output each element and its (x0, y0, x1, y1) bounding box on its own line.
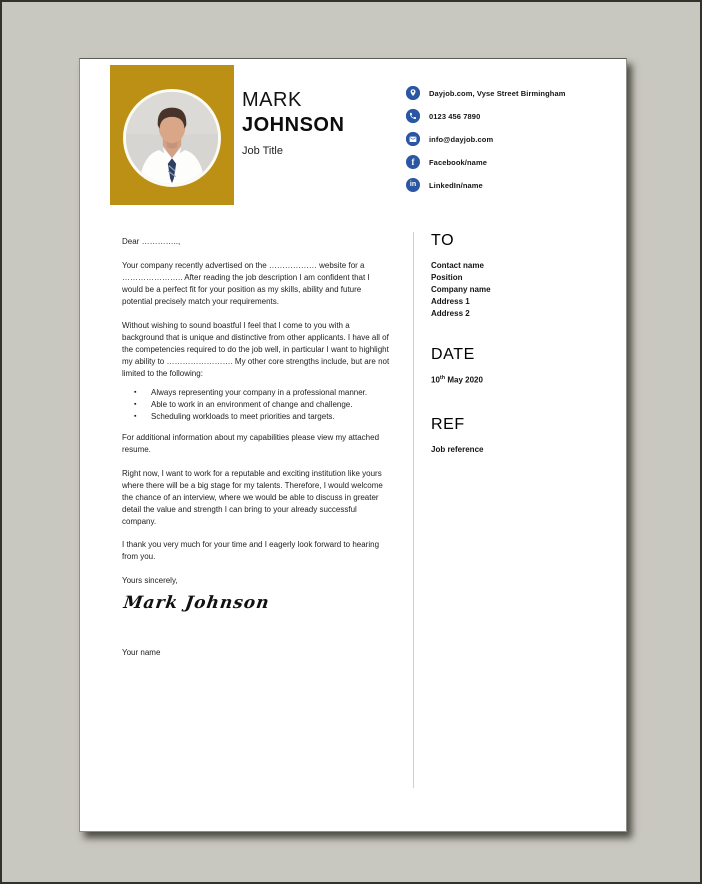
job-title: Job Title (242, 145, 283, 157)
contact-facebook-text: Facebook/name (429, 157, 487, 167)
signoff-name-placeholder: Your name (122, 648, 161, 657)
letter-paragraph: Without wishing to sound boastful I feel that I come to you with a background that is unique and distinctive from other applicants. I have all of the competencies required to do the job well, in particular I want to highlight my ability to ……………………. My other core strengths include, but are not limited to the following: (122, 321, 390, 378)
salutation: Dear ………….., (122, 237, 181, 246)
strengths-bullet-list (122, 387, 390, 423)
last-name: JOHNSON (242, 114, 345, 136)
person-portrait-illustration (126, 92, 218, 184)
bullet-item: ▪ Able to work in an environment of change and challenge. (122, 399, 390, 411)
contact-phone-text: 0123 456 7890 (429, 111, 481, 121)
contact-row-facebook (406, 155, 566, 169)
ref-value: Job reference (431, 445, 484, 454)
closing-line: Yours sincerely, (122, 576, 178, 585)
recipient-sidebar (431, 232, 606, 792)
contact-email-text: info@dayjob.com (429, 134, 494, 144)
handwritten-signature: Mark Johnson (122, 593, 271, 613)
contact-list (406, 86, 566, 201)
to-line-address-1: Address 1 (431, 297, 470, 306)
cover-letter-page (79, 58, 627, 832)
location-pin-icon (406, 86, 420, 100)
letter-paragraph: For additional information about my capabilities please view my attached resume. (122, 433, 380, 454)
contact-linkedin-text: LinkedIn/name (429, 180, 483, 190)
bullet-item: ▪ Scheduling workloads to meet priorities and targets. (122, 411, 390, 423)
first-name: MARK (242, 89, 302, 111)
facebook-icon: f (406, 155, 420, 169)
contact-address-text: Dayjob.com, Vyse Street Birmingham (429, 88, 566, 98)
letter-paragraph: I thank you very much for your time and I eagerly look forward to hearing from you. (122, 540, 380, 561)
letter-paragraph: Your company recently advertised on the ……………… website for a ………………….. After reading the job description I am confident that I would be a perfect fit for your position as my skills, ability and future potential precisely match your requirements. (122, 261, 370, 306)
ref-heading: REF (431, 416, 465, 433)
date-value: 10th May 2020 (431, 375, 483, 385)
to-line-address-2: Address 2 (431, 309, 470, 318)
linkedin-icon: in (406, 178, 420, 192)
to-heading: TO (431, 232, 455, 249)
letter-paragraph: Right now, I want to work for a reputable and exciting institution like yours where there will be a big stage for my talents. Therefore, I would welcome the chance of an interview, where we would be able to discuss in greater detail the value and strength I can bring to your already successful company. (122, 469, 383, 526)
letter-body (122, 236, 390, 659)
to-address-lines (431, 260, 491, 320)
accent-photo-block (110, 65, 234, 205)
to-line-position: Position (431, 273, 463, 282)
phone-icon (406, 109, 420, 123)
name-block (242, 88, 344, 157)
bullet-item: ▪ Always representing your company in a professional manner. (122, 387, 390, 399)
contact-row-address (406, 86, 566, 100)
to-line-company-name: Company name (431, 285, 491, 294)
email-icon (406, 132, 420, 146)
contact-row-phone (406, 109, 566, 123)
contact-row-linkedin (406, 178, 566, 192)
vertical-divider (413, 232, 414, 788)
profile-photo (123, 89, 221, 187)
contact-row-email (406, 132, 566, 146)
date-heading: DATE (431, 346, 475, 363)
to-line-contact-name: Contact name (431, 261, 484, 270)
